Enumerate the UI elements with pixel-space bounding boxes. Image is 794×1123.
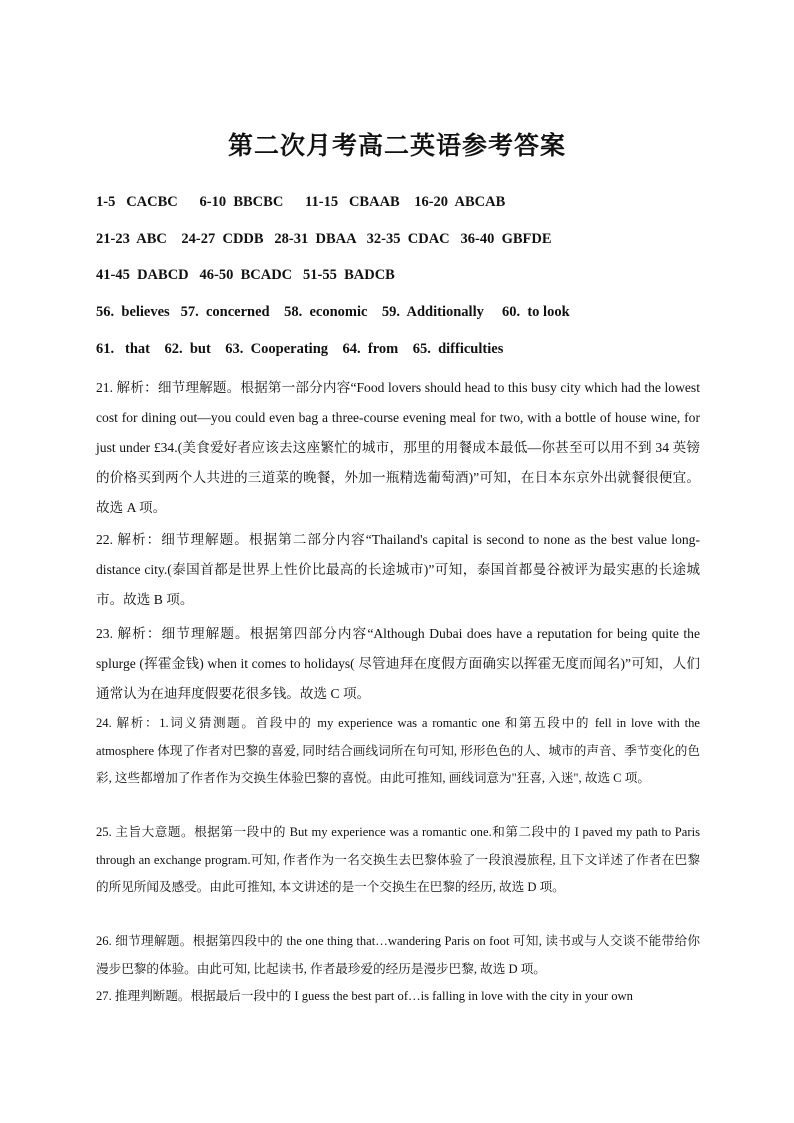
explanation-27: 27. 推理判断题。根据最后一段中的 I guess the best part of…is falling in love with the city in your own (96, 989, 633, 1003)
page-title: 第二次月考高二英语参考答案 (227, 131, 566, 160)
explanation-21: 21. 解析：细节理解题。根据第一部分内容“Food lovers should head to this busy city which had the lowest cost for dining out—you could even bag a three-course evening meal for two, with a bottle of house wine, for just under £34.(美食爱好者应该去这座繁忙的城市，那里的用餐成本最低—你甚至可以用不到 34 英镑的价格买到两个人共进的三道菜的晚餐，外加一瓶精选葡萄酒)”可知，在日本东京外出就餐很便宜。故选 A 项。 (96, 380, 700, 515)
explanation-25: 25. 主旨大意题。根据第一段中的 But my experience was a romantic one.和第二段中的 I paved my path to Paris through an exchange program.可知, 作者作为一名交换生去巴黎体验了一段浪漫旅程, 且下文详述了作者在巴黎的所见所闻及感受。由此可推知, 本文讲述的是一个交换生在巴黎的经历, 故选 D 项。 (96, 825, 700, 894)
explanation-24: 24. 解析：1.词义猜测题。首段中的 my experience was a romantic one 和第五段中的 fell in love with the atmosphere 体现了作者对巴黎的喜爱, 同时结合画线词所在句可知, 形形色色的人、城市的声音、季节变化的色彩, 这些都增加了作者作为交换生体验巴黎的喜悦。由此可推知, 画线词意为"狂喜, 入迷", 故选 C 项。 (96, 716, 700, 785)
answer-line: 41-45 DABCD 46-50 BCADC 51-55 BADCB (96, 267, 395, 283)
explanation-23: 23. 解析：细节理解题。根据第四部分内容“Although Dubai does have a reputation for being quite the splurge (挥霍金钱) when it comes to holidays( 尽管迪拜在度假方面确实以挥霍无度而闻名)”可知，人们通常认为在迪拜度假要花很多钱。故选 C 项。 (96, 626, 700, 701)
answer-line: 1-5 CACBC 6-10 BBCBC 11-15 CBAAB 16-20 ABCAB (96, 194, 506, 210)
answer-line: 21-23 ABC 24-27 CDDB 28-31 DBAA 32-35 CDAC 36-40 GBFDE (96, 231, 552, 247)
answer-line: 56. believes 57. concerned 58. economic 59. Additionally 60. to look (96, 304, 570, 320)
explanation-26: 26. 细节理解题。根据第四段中的 the one thing that…wandering Paris on foot 可知, 读书或与人交谈不能带给你漫步巴黎的体验。由此可知, 比起读书, 作者最珍爱的经历是漫步巴黎, 故选 D 项。 (96, 934, 700, 976)
answer-line: 61. that 62. but 63. Cooperating 64. from 65. difficulties (96, 341, 504, 357)
explanation-22: 22. 解析：细节理解题。根据第二部分内容“Thailand's capital is second to none as the best value long-distance city.(泰国首都是世界上性价比最高的长途城市)”可知，泰国首都曼谷被评为最实惠的长途城市。故选 B 项。 (96, 532, 700, 607)
